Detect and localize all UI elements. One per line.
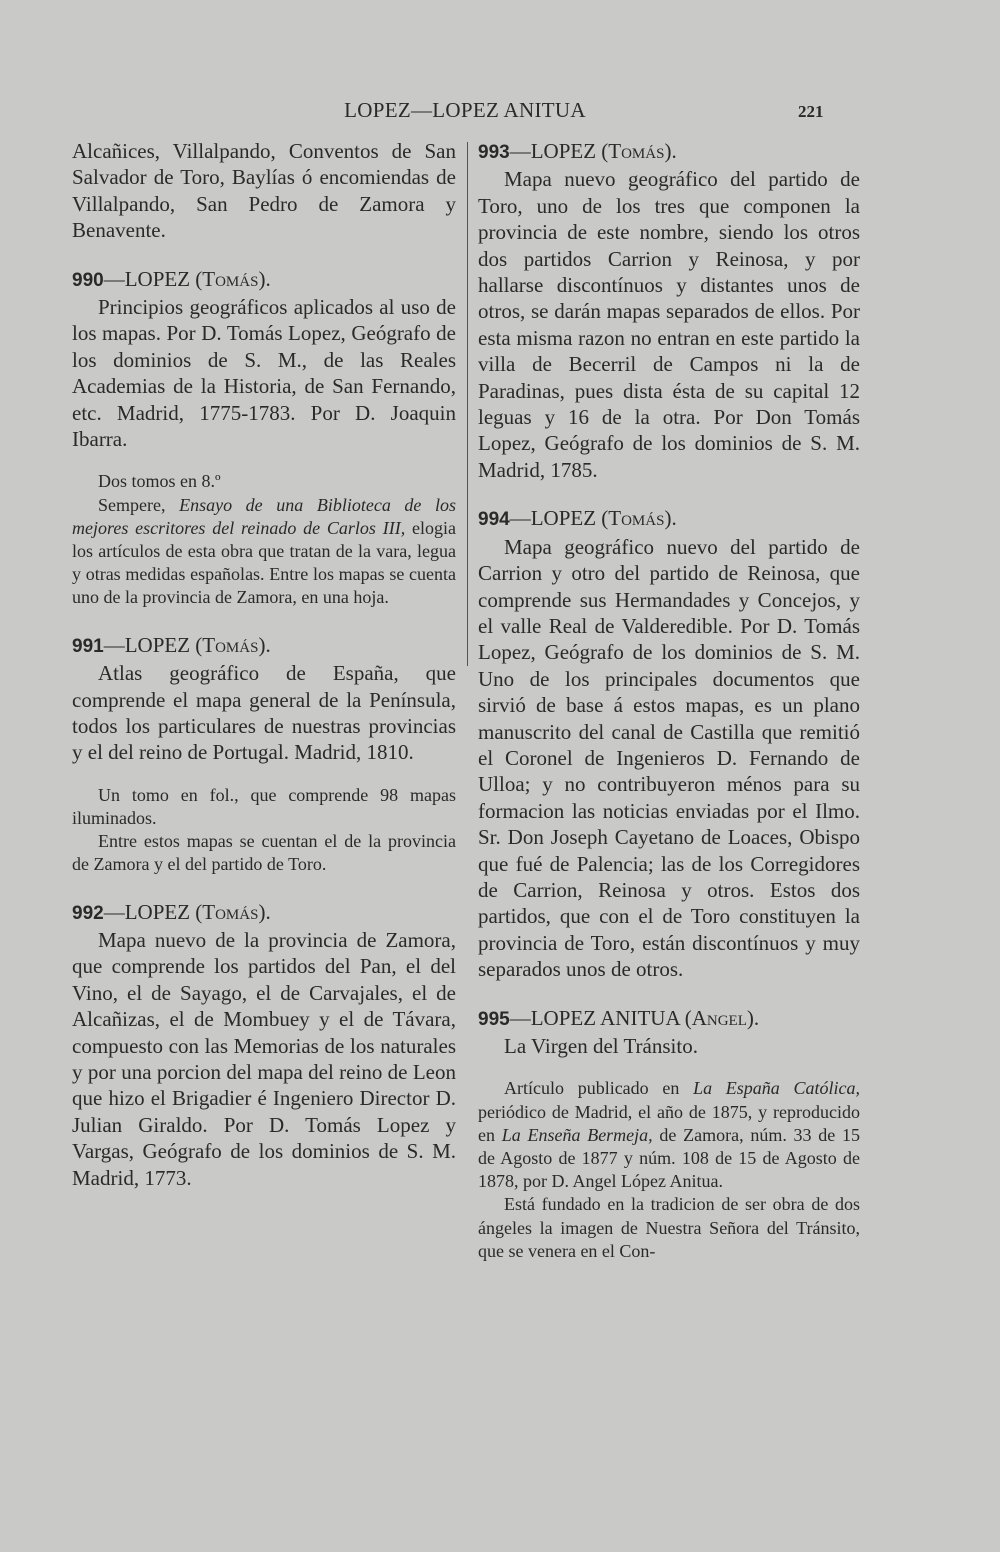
continuation-text: Alcañices, Villalpando, Conventos de San Salvador de Toro, Baylías ó encomiendas de Villalpando, San Pedro de Zamora y Benavente. xyxy=(72,139,456,243)
page-header xyxy=(0,98,1000,128)
entry-note-990-1: Dos tomos en 8.º xyxy=(98,471,221,492)
entry-title-992: Mapa nuevo de la provincia de Zamora, que comprende los partidos del Pan, el del Vino, el de Sayago, el de Carvajales, el de Alcañizas, el de Mombuey y el de Távara, compuesto con las Memorias de los naturales y por una porcion del mapa del reino de Leon que hizo el Brigadier é Ingeniero Director D. Julian Giraldo. Por D. Tomás Lopez y Vargas, Geógrafo de los dominios de S. M. Madrid, 1773. xyxy=(72,927,456,1190)
entry-heading-995: 995—LOPEZ ANITUA (Angel). xyxy=(478,1005,760,1030)
page-number: 221 xyxy=(798,102,824,121)
entry-title-995: La Virgen del Tránsito. xyxy=(504,1034,698,1058)
entry-title-990: Principios geográficos aplicados al uso de los mapas. Por D. Tomás Lopez, Geógrafo de los dominios de S. M., de las Reales Academias de la Historia, de San Fernando, etc. Madrid, 1775-1783. Por D. Joaquin Ibarra. xyxy=(72,295,456,452)
entry-heading-992: 992—LOPEZ (Tomás). xyxy=(72,899,271,924)
entry-note-990-2: Sempere, Ensayo de una Biblioteca de los mejores escritores del reinado de Carlos III, elogia los artículos de esta obra que tratan de la vara, legua y otras medidas españolas. Entre los mapas se cuenta uno de la provincia de Zamora, en una hoja. xyxy=(72,494,456,608)
entry-note-995-2: Está fundado en la tradicion de ser obra de dos ángeles la imagen de Nuestra Señora del Tránsito, que se venera en el Con- xyxy=(478,1194,860,1261)
entry-title-991: Atlas geográfico de España, que comprende el mapa general de la Península, todos los particulares de nuestras provincias y el del reino de Portugal. Madrid, 1810. xyxy=(72,661,456,765)
entry-title-994: Mapa geográfico nuevo del partido de Carrion y otro del partido de Reinosa, que comprende sus Hermandades y Concejos, y el valle Real de Valderedible. Por D. Tomás Lopez, Geógrafo de los dominios de S. M. Uno de los principales documentos que sirvió de base á estos mapas, es un plano manuscrito del canal de Castilla que remitió el Coronel de Ingenieros D. Fernando de Ulloa; y no contribuyeron ménos para su formacion las noticias enviadas por el Ilmo. Sr. Don Joseph Cayetano de Loaces, Obispo que fué de Palencia; las de los Corregidores de Carrion, Reinosa y otros. Estos dos partidos, que con el de Toro constituyen la provincia de Toro, están discontínuos y muy separados unos de otros. xyxy=(478,534,860,982)
entry-title-993: Mapa nuevo geográfico del partido de Toro, uno de los tres que componen la provincia de este nombre, siendo los otros dos partidos Carrion y Reinosa, y por hallarse discontínuos y distantes unos de otros, se darán mapas separados de ellos. Por esta misma razon no entran en este partido la villa de Becerril de Campos ni la de Paradinas, pues dista ésta de su capital 12 leguas y 16 de la otra. Por Don Tomás Lopez, Geógrafo de los dominios de S. M. Madrid, 1785. xyxy=(478,167,860,482)
entry-note-995-1: Artículo publicado en La España Católica, periódico de Madrid, el año de 1875, y reproducido en La Enseña Bermeja, de Zamora, núm. 33 de 15 de Agosto de 1877 y núm. 108 de 15 de Agosto de 1878, por D. Angel López Anitua. xyxy=(478,1078,861,1192)
entry-heading-990: 990—LOPEZ (Tomás). xyxy=(72,266,271,291)
entry-heading-993: 993—LOPEZ (Tomás). xyxy=(478,139,677,163)
left-column xyxy=(72,138,456,1191)
column-divider xyxy=(467,142,468,666)
entry-note-991-1: Un tomo en fol., que comprende 98 mapas iluminados. xyxy=(72,784,456,828)
right-column xyxy=(478,138,860,1263)
running-title: LOPEZ—LOPEZ ANITUA xyxy=(344,98,586,122)
entry-note-991-2: Entre estos mapas se cuentan el de la provincia de Zamora y el del partido de Toro. xyxy=(72,831,456,875)
entry-heading-991: 991—LOPEZ (Tomás). xyxy=(72,632,271,657)
entry-heading-994: 994—LOPEZ (Tomás). xyxy=(478,506,677,531)
